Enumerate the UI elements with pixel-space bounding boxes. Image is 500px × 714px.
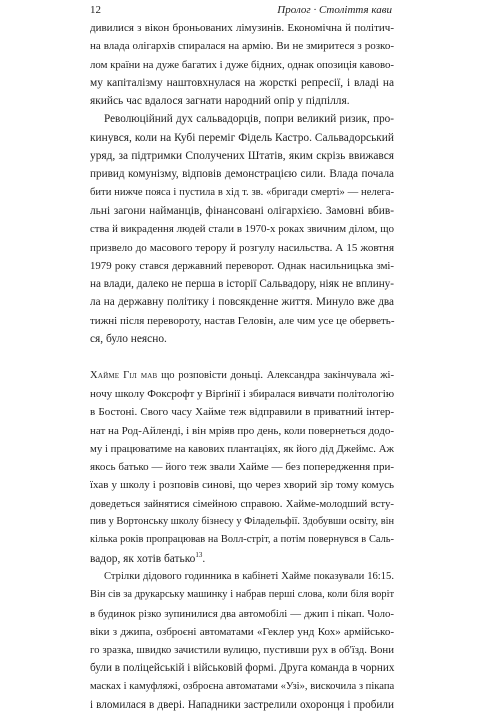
paragraph-3 xyxy=(90,367,394,568)
text-line: уряд, за підтримки Сполучених Штатів, яким скрізь ввижався xyxy=(90,150,394,163)
text-line: на влади, далеко не перша в історії Сальвадору, ніяк не вплину- xyxy=(90,278,394,291)
text-line: віки з джипа, озброєні автоматами «Геклер унд Кох» армійсько- xyxy=(90,625,394,638)
text-line: кілька років пропрацював на Волл-стріт, а потім повернувся в Саль- xyxy=(90,534,394,546)
paragraph-1 xyxy=(90,19,394,110)
text-line: бити нижче пояса і пустила в хід т. зв. «бригади смерті» — нелега- xyxy=(90,186,394,198)
text-line: лом країни на дуже багатих і дуже бідних, однак опозиція кавово- xyxy=(90,58,394,71)
running-head-title: Пролог · Століття кави xyxy=(277,4,392,16)
text-line: кинувся, коли на Кубі переміг Фідель Кастро. Сальвадорський xyxy=(90,131,394,144)
text-line: ся, було неясно. xyxy=(90,333,167,346)
text-line: в будинок різко зупинилися два автомобілі — джип і пікап. Чоло- xyxy=(90,607,394,620)
text-line: му і працюватиме на кавових плантаціях, як його дід Джеймс. Аж xyxy=(90,442,394,455)
text-line: го зразка, швидко зачистили вулицю, пустивши рух в об'їзд. Вони xyxy=(90,644,394,657)
text-line: масках і камуфляжі, озброєна автоматами «Узі», вискочила з пікапа xyxy=(90,680,395,692)
text-line: якось батько — його теж звали Хайме — без попередження при- xyxy=(90,461,394,474)
text-line: ства й викрадення людей стали в 1970-х роках звичним ділом, що xyxy=(90,223,394,236)
text-line: були в поліцейській і військовій формі. Друга команда в чорних xyxy=(90,662,395,675)
text-fragment: що розповісти доньці. Александра закінчувала жі- xyxy=(157,369,394,381)
text-fragment: вадор, як хотів батько xyxy=(90,552,196,565)
text-line: му капіталізму наштовхнулася на жорсткі репресії, і владі на xyxy=(90,76,394,89)
body-text xyxy=(90,19,394,714)
section-lead-in: Хайме Гіл мав xyxy=(90,369,158,381)
text-line: ла на державну політику і повсякденне життя. Минуло вже два xyxy=(90,296,394,309)
text-line: нат на Род-Айленді, і він мріяв про день, коли повернеться додо- xyxy=(90,424,394,437)
text-fragment: . xyxy=(202,552,206,565)
text-line: 1979 року стався державний переворот. Однак насильницька змі- xyxy=(90,259,394,272)
running-head xyxy=(90,3,392,17)
text-line: якийсь час вдалося загнати народний опір у підпілля. xyxy=(90,95,350,108)
paragraph-2 xyxy=(90,110,394,348)
text-line: в Бостоні. Свого часу Хайме теж відправили в приватний інтер- xyxy=(90,406,394,419)
text-line: призвело до масового терору й розгулу насильства. А 15 жовтня xyxy=(90,241,394,254)
text-line: пив у Вортонську школу бізнесу у Філадельфії. Здобувши освіту, він xyxy=(90,516,395,528)
text-line: ночу школу Фоксрофт у Вірґінії і збиралася вивчати політологію xyxy=(90,387,395,400)
text-line: їхав у школу і розповів синові, що через хворий зір тому комусь xyxy=(90,479,394,492)
text-line xyxy=(90,550,394,568)
text-line: льні загони найманців, фінансовані олігархією. Замовні вбив- xyxy=(90,204,394,217)
text-line: доведеться зайнятися сімейною справою. Хайме-молодший всту- xyxy=(90,497,394,510)
text-line: тижні після перевороту, настав Геловін, але чим усе це оберветь- xyxy=(90,314,395,327)
text-line: дивилися з вікон броньованих лімузинів. Економічна й політич- xyxy=(90,22,394,34)
text-line: Революційний дух сальвадорців, попри великий ризик, про- xyxy=(104,113,394,126)
paragraph-4 xyxy=(90,568,394,714)
text-line: на влада олігархів спиралася на армію. Ви не змиритеся з розко- xyxy=(90,40,394,53)
text-line: і вломилася в двері. Нападники застрелили охоронця і пробили xyxy=(90,698,394,711)
text-line: Стрілки дідового годинника в кабінеті Хайме показували 16:15. xyxy=(104,570,394,582)
section-break xyxy=(90,348,394,366)
footnote-reference: 13 xyxy=(195,550,203,559)
text-line: Він сів за друкарську машинку і набрав перші слова, коли біля воріт xyxy=(90,589,394,601)
page-number: 12 xyxy=(90,4,101,16)
text-line: привид комунізму, відповів демонстрацією сили. Влада почала xyxy=(90,168,394,181)
text-line xyxy=(90,367,394,385)
